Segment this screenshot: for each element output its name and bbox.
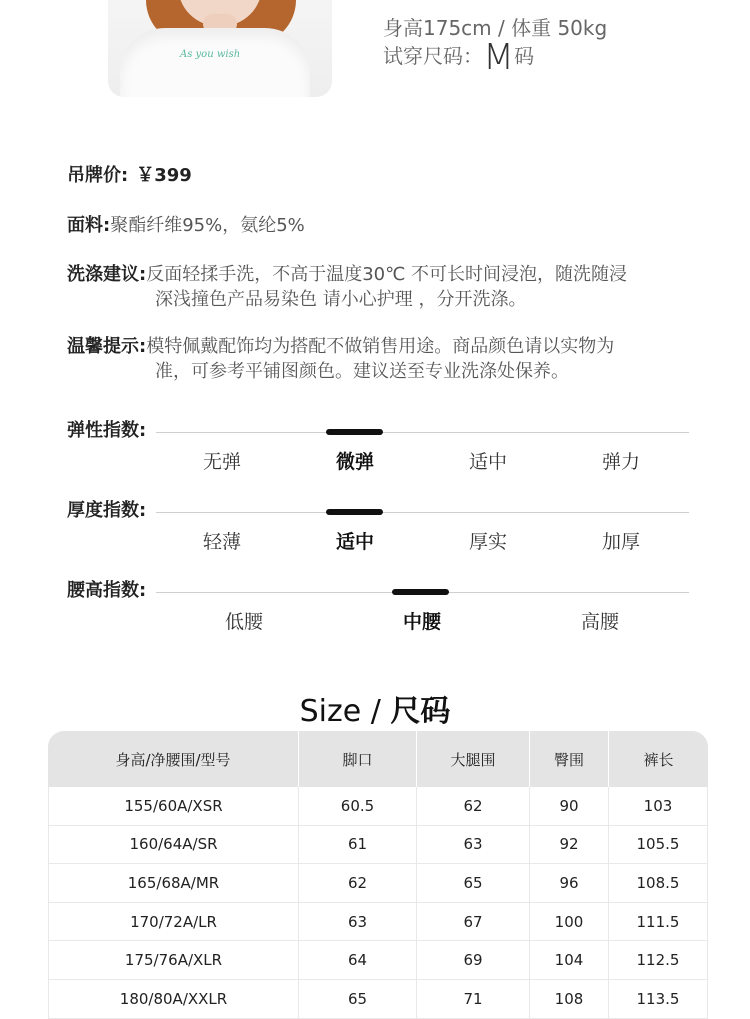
size-title-cn: 尺码: [390, 694, 451, 729]
table-cell: 92: [529, 826, 608, 865]
table-cell: 63: [298, 903, 416, 942]
size-title: [0, 686, 750, 730]
thickness-option-medium: 适中: [335, 531, 374, 553]
table-cell: 100: [529, 903, 608, 942]
header-height-waist-model: 身高/净腰围/型号: [48, 731, 298, 787]
elasticity-track: [156, 432, 689, 433]
waist-option-low: 低腰: [224, 611, 263, 633]
fabric-row: [67, 213, 305, 238]
elasticity-option-none: 无弹: [202, 451, 241, 473]
table-row: [48, 787, 708, 826]
thickness-track: [156, 512, 689, 513]
wash-line-2: 深浅撞色产品易染色 请小心护理 ，分开洗涤。: [155, 289, 527, 310]
table-cell: 170/72A/LR: [48, 903, 298, 942]
table-cell: 71: [416, 980, 529, 1019]
waist-option-high: 高腰: [580, 611, 619, 633]
waist-index: [67, 580, 689, 640]
table-cell: 113.5: [608, 980, 708, 1019]
waist-label: 腰高指数:: [67, 580, 147, 601]
table-cell: 63: [416, 826, 529, 865]
thickness-option-thick: 厚实: [468, 531, 507, 553]
thickness-index: [67, 500, 689, 560]
table-row: [48, 826, 708, 865]
tips-line-1: 模特佩戴配饰均为搭配不做销售用途。商品颜色请以实物为: [146, 336, 615, 357]
wash-label: 洗涤建议:: [67, 264, 147, 285]
table-row: [48, 941, 708, 980]
price-row: [67, 163, 192, 188]
size-title-en: Size /: [299, 694, 391, 729]
table-cell: 160/64A/SR: [48, 826, 298, 865]
tips-line-2: 准，可参考平铺图颜色。建议送至专业洗涤处保养。: [155, 361, 569, 382]
header-length: 裤长: [608, 731, 708, 787]
tips-label: 温馨提示:: [67, 336, 147, 357]
header-thigh: 大腿围: [416, 731, 529, 787]
model-shirt: [120, 28, 310, 97]
shirt-print: As you wish: [180, 49, 241, 60]
thickness-marker: [326, 509, 383, 515]
wash-line-1: 反面轻揉手洗，不高于温度30℃ 不可长时间浸泡，随洗随浸: [146, 264, 628, 285]
table-cell: 108: [529, 980, 608, 1019]
elasticity-option-stretch: 弹力: [601, 451, 640, 473]
table-cell: 108.5: [608, 864, 708, 903]
table-cell: 90: [529, 787, 608, 826]
header-hip: 臀围: [529, 731, 608, 787]
table-cell: 62: [298, 864, 416, 903]
table-row: [48, 903, 708, 942]
elasticity-marker: [326, 429, 383, 435]
thickness-label: 厚度指数:: [67, 500, 147, 521]
fabric-value: 聚酯纤维95%，氨纶5%: [110, 215, 305, 236]
table-cell: 62: [416, 787, 529, 826]
table-cell: 112.5: [608, 941, 708, 980]
model-info: [383, 14, 608, 78]
table-cell: 103: [608, 787, 708, 826]
price-value: ￥399: [136, 165, 192, 186]
elasticity-label: 弹性指数:: [67, 420, 147, 441]
elasticity-index: [67, 420, 689, 480]
wash-row: [67, 262, 627, 312]
table-cell: 104: [529, 941, 608, 980]
size-table: [48, 731, 708, 1019]
size-table-header: [48, 731, 708, 787]
elasticity-option-medium: 适中: [468, 451, 507, 473]
waist-marker: [392, 589, 449, 595]
fabric-label: 面料:: [67, 215, 111, 236]
table-cell: 165/68A/MR: [48, 864, 298, 903]
trial-size-suffix: 码: [514, 44, 535, 68]
model-height-weight: 身高175cm / 体重 50kg: [383, 16, 608, 40]
price-label: 吊牌价:: [67, 165, 129, 186]
table-cell: 61: [298, 826, 416, 865]
table-cell: 105.5: [608, 826, 708, 865]
table-row: [48, 864, 708, 903]
tips-row: [67, 334, 614, 384]
table-cell: 60.5: [298, 787, 416, 826]
table-cell: 155/60A/XSR: [48, 787, 298, 826]
header-hem: 脚口: [298, 731, 416, 787]
model-photo: [108, 0, 332, 97]
thickness-option-thin: 轻薄: [202, 531, 241, 553]
table-cell: 65: [416, 864, 529, 903]
table-cell: 64: [298, 941, 416, 980]
table-cell: 180/80A/XXLR: [48, 980, 298, 1019]
table-cell: 96: [529, 864, 608, 903]
model-trial-size: [383, 37, 607, 78]
trial-size-value: M: [483, 37, 515, 78]
waist-option-mid: 中腰: [402, 611, 441, 633]
table-row: [48, 980, 708, 1019]
elasticity-option-slight: 微弹: [335, 451, 374, 473]
thickness-option-extra-thick: 加厚: [601, 531, 640, 553]
table-cell: 175/76A/XLR: [48, 941, 298, 980]
table-cell: 69: [416, 941, 529, 980]
trial-size-prefix: 试穿尺码：: [383, 44, 483, 68]
table-cell: 65: [298, 980, 416, 1019]
table-cell: 111.5: [608, 903, 708, 942]
table-cell: 67: [416, 903, 529, 942]
